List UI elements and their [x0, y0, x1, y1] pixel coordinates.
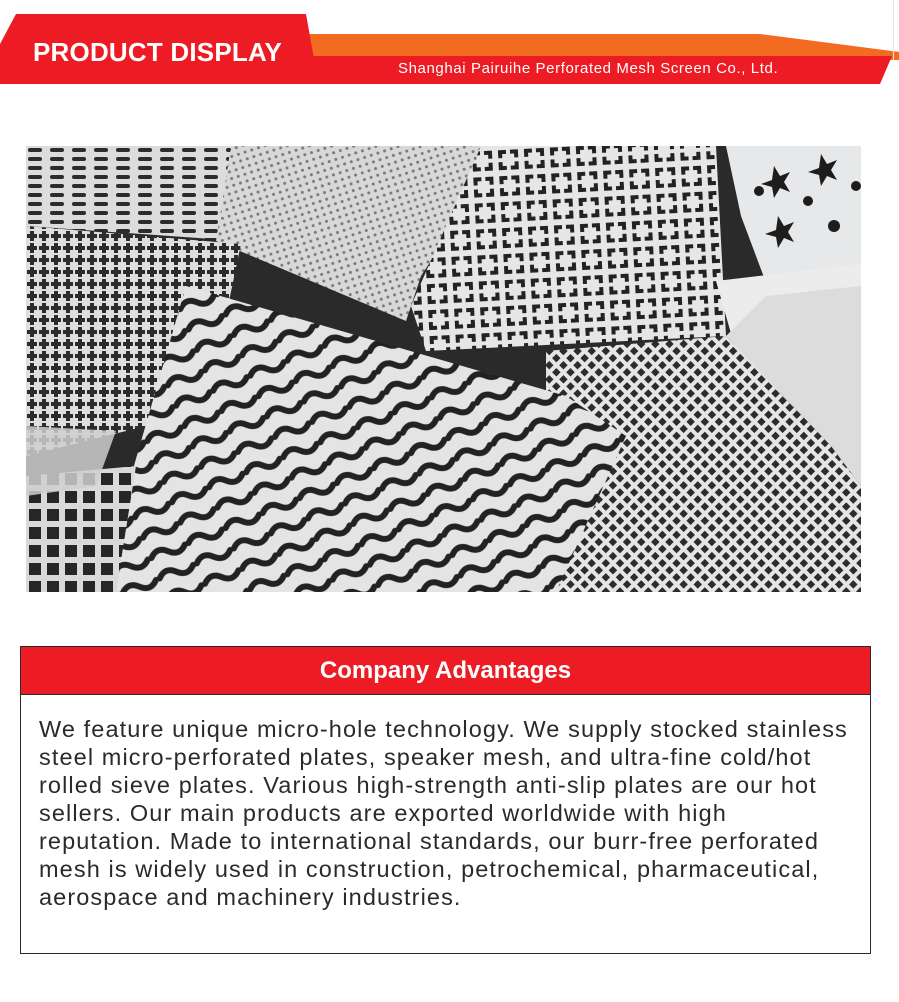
header-banner — [0, 0, 899, 90]
product-photo — [26, 146, 861, 592]
advantages-title: Company Advantages — [319, 657, 572, 684]
company-advantages-panel — [20, 646, 871, 954]
page-title: PRODUCT DISPLAY — [33, 37, 283, 67]
advantages-header — [21, 647, 870, 695]
divider — [893, 0, 894, 60]
company-name: Shanghai Pairuihe Perforated Mesh Screen Co., Ltd. — [398, 60, 779, 77]
advantages-description: We feature unique micro-hole technology. We supply stocked stainless steel micro-perforated plates, speaker mesh, and ultra-fine cold/hot rolled sieve plates. Various high-strength anti-slip plates are our hot sellers. Our main products are exported worldwide with high reputation. Made to international standards, our burr-free perforated mesh is widely used in construction, petrochemical, pharmaceutical, aerospace and machinery industries. — [39, 716, 848, 910]
